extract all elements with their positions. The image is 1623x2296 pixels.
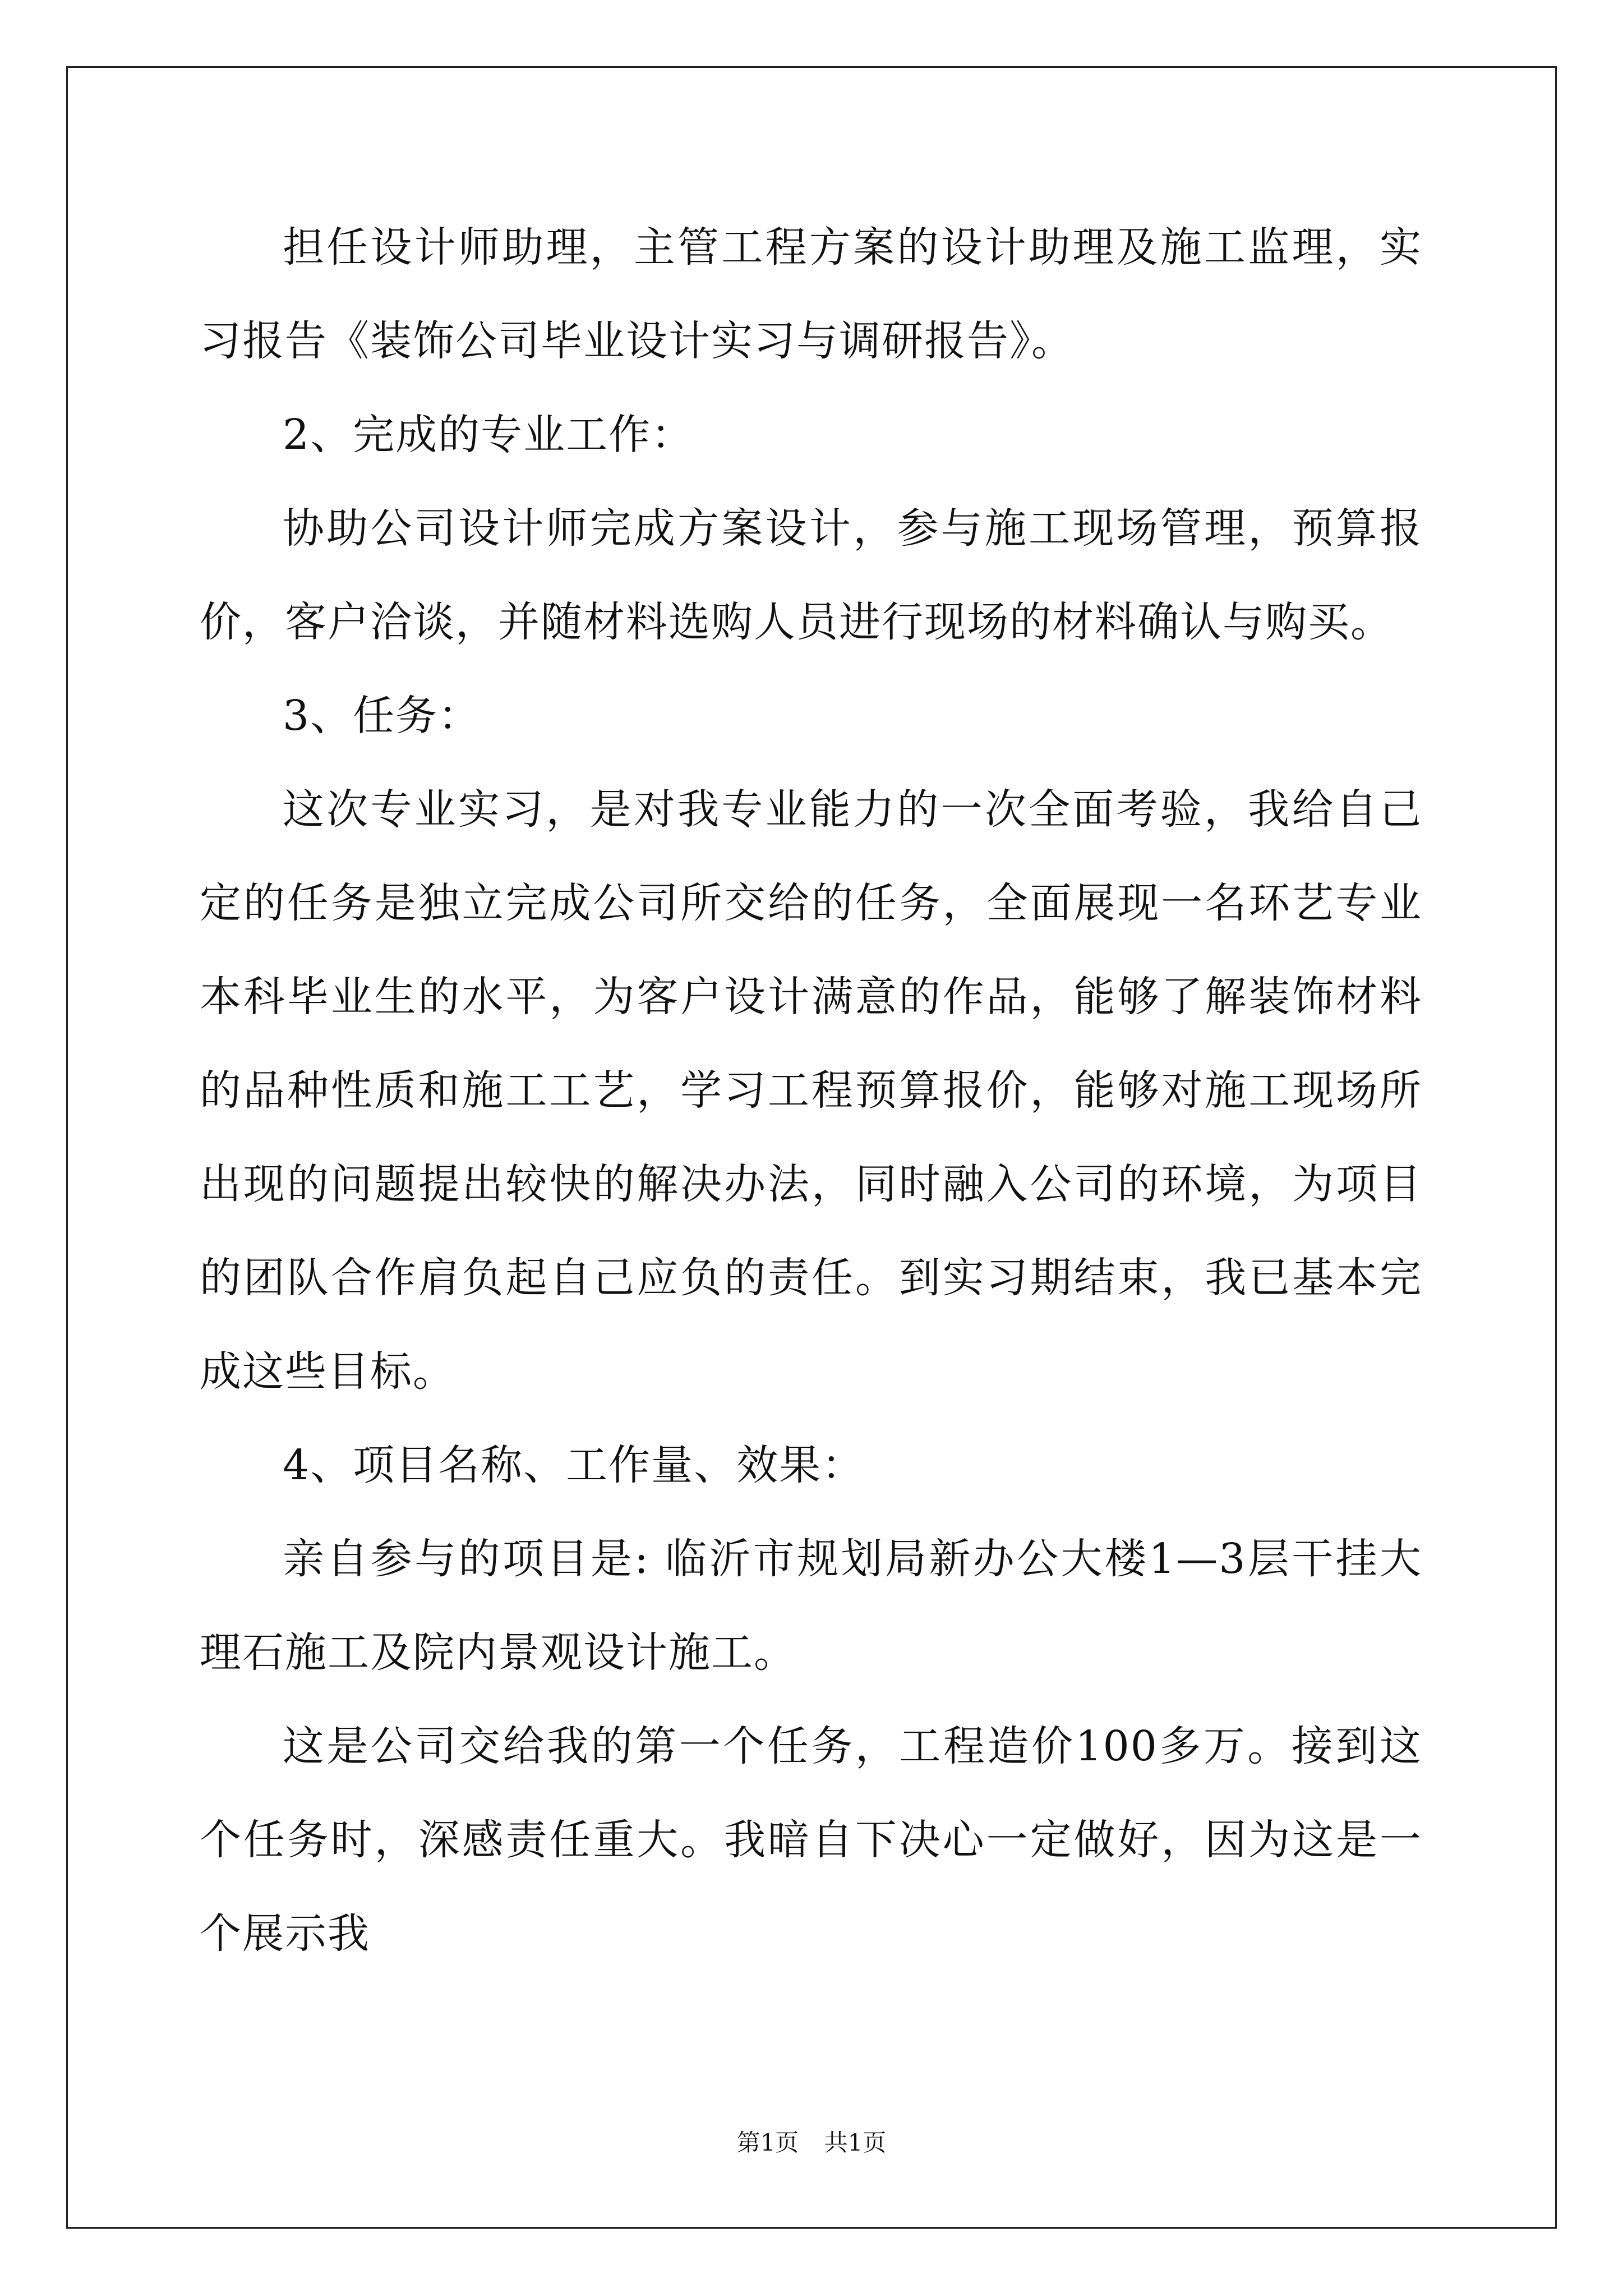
paragraph-role: 担任设计师助理，主管工程方案的设计助理及施工监理，实习报告《装饰公司毕业设计实习与调研报告》。 — [200, 223, 1422, 365]
page-total: 共1页 — [824, 2129, 887, 2156]
heading-professional-work: 2、完成的专业工作： — [283, 411, 694, 459]
page-number: 第1页 — [736, 2129, 799, 2156]
page-footer — [0, 2126, 1623, 2160]
document-body — [200, 201, 1422, 1981]
paragraph-tasks: 这次专业实习，是对我专业能力的一次全面考验，我给自己定的任务是独立完成公司所交给的任务，全面展现一名环艺专业本科毕业生的水平，为客户设计满意的作品，能够了解装饰材料的品种性质和施工工艺，学习工程预算报价，能够对施工现场所出现的问题提出较快的解决办法，同时融入公司的环境，为项目的团队合作肩负起自己应负的责任。到实习期结束，我已基本完成这些目标。 — [200, 785, 1422, 1396]
paragraph-professional-work: 协助公司设计师完成方案设计，参与施工现场管理，预算报价，客户洽谈，并随材料选购人员进行现场的材料确认与购买。 — [200, 504, 1422, 646]
heading-tasks: 3、任务： — [283, 692, 481, 740]
heading-project: 4、项目名称、工作量、效果： — [283, 1441, 865, 1489]
paragraph-first-task: 这是公司交给我的第一个任务，工程造价100多万。接到这个任务时，深感责任重大。我暗自下决心一定做好，因为这是一个展示我 — [200, 1722, 1422, 1958]
paragraph-project: 亲自参与的项目是: 临沂市规划局新办公大楼1—3层干挂大理石施工及院内景观设计施工。 — [200, 1535, 1422, 1677]
